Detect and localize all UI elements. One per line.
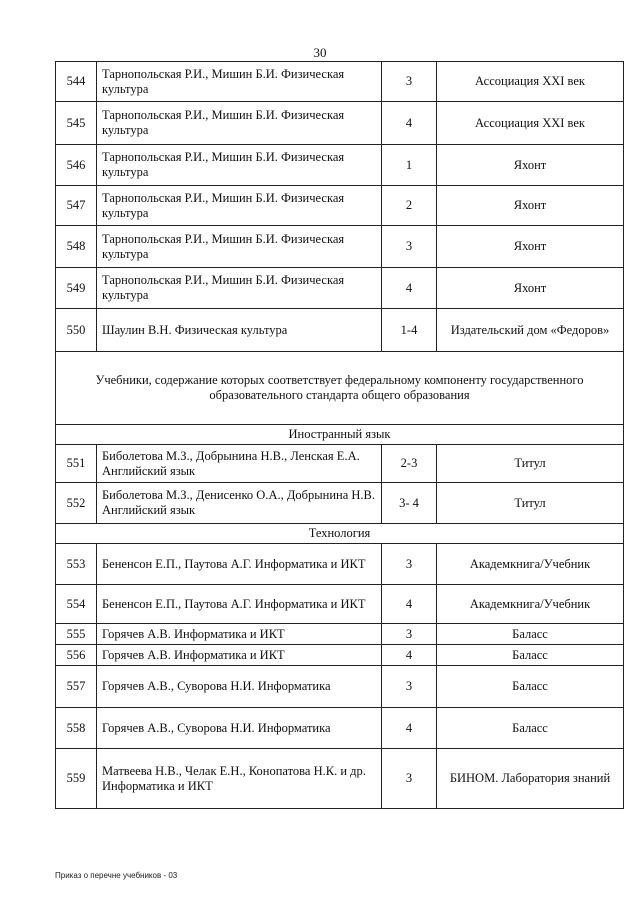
row-number: 554 [56, 585, 97, 624]
row-title: Шаулин В.Н. Физическая культура [97, 309, 382, 352]
row-grade: 3 [382, 666, 437, 708]
row-number: 551 [56, 445, 97, 483]
table-row [56, 544, 624, 585]
row-grade: 4 [382, 585, 437, 624]
table-row [56, 445, 624, 483]
table-row [56, 145, 624, 186]
subsection-row [56, 524, 624, 544]
row-publisher: Академкнига/Учебник [437, 544, 624, 585]
page-number: 30 [313, 45, 327, 60]
row-grade: 3 [382, 226, 437, 268]
table-row [56, 624, 624, 645]
row-title: Бененсон Е.П., Паутова А.Г. Информатика и ИКТ [97, 585, 382, 624]
row-grade: 3 [382, 749, 437, 809]
row-publisher: Титул [437, 445, 624, 483]
row-number: 547 [56, 186, 97, 226]
row-grade: 4 [382, 708, 437, 749]
row-grade: 2-3 [382, 445, 437, 483]
row-publisher: Издательский дом «Федоров» [437, 309, 624, 352]
row-number: 546 [56, 145, 97, 186]
row-number: 556 [56, 645, 97, 666]
table-row [56, 666, 624, 708]
table-row [56, 268, 624, 309]
table-row [56, 585, 624, 624]
row-publisher: БИНОМ. Лаборатория знаний [437, 749, 624, 809]
row-publisher: Титул [437, 483, 624, 524]
row-number: 545 [56, 102, 97, 145]
row-publisher: Баласс [437, 645, 624, 666]
row-number: 550 [56, 309, 97, 352]
row-publisher: Яхонт [437, 186, 624, 226]
row-grade: 3 [382, 62, 437, 102]
table-row [56, 708, 624, 749]
table-row [56, 186, 624, 226]
row-title: Биболетова М.З., Денисенко О.А., Добрынина Н.В. Английский язык [97, 483, 382, 524]
row-publisher: Баласс [437, 666, 624, 708]
section-heading-row [56, 352, 624, 425]
row-grade: 3 [382, 624, 437, 645]
row-number: 557 [56, 666, 97, 708]
subsection-foreign-language: Иностранный язык [56, 425, 624, 445]
row-number: 549 [56, 268, 97, 309]
row-title: Горячев А.В., Суворова Н.И. Информатика [97, 666, 382, 708]
table-row [56, 102, 624, 145]
table-row [56, 226, 624, 268]
row-grade: 4 [382, 268, 437, 309]
row-publisher: Баласс [437, 624, 624, 645]
table-row [56, 309, 624, 352]
row-publisher: Яхонт [437, 268, 624, 309]
row-title: Горячев А.В. Информатика и ИКТ [97, 624, 382, 645]
row-number: 553 [56, 544, 97, 585]
table-row [56, 749, 624, 809]
row-publisher: Яхонт [437, 226, 624, 268]
row-grade: 1-4 [382, 309, 437, 352]
section-heading: Учебники, содержание которых соответствует федеральному компоненту государственного образовательного стандарта общего образования [56, 352, 624, 425]
row-title: Тарнопольская Р.И., Мишин Б.И. Физическая культура [97, 145, 382, 186]
row-grade: 1 [382, 145, 437, 186]
row-title: Тарнопольская Р.И., Мишин Б.И. Физическая культура [97, 226, 382, 268]
row-number: 552 [56, 483, 97, 524]
subsection-technology: Технология [56, 524, 624, 544]
row-grade: 3- 4 [382, 483, 437, 524]
row-number: 555 [56, 624, 97, 645]
row-publisher: Баласс [437, 708, 624, 749]
row-number: 558 [56, 708, 97, 749]
row-publisher: Ассоциация XXI век [437, 62, 624, 102]
row-title: Бененсон Е.П., Паутова А.Г. Информатика и ИКТ [97, 544, 382, 585]
document-footer: Приказ о перечне учебников - 03 [55, 871, 178, 880]
row-title: Тарнопольская Р.И., Мишин Б.И. Физическая культура [97, 186, 382, 226]
table-row [56, 483, 624, 524]
row-number: 548 [56, 226, 97, 268]
row-title: Матвеева Н.В., Челак Е.Н., Конопатова Н.К. и др. Информатика и ИКТ [97, 749, 382, 809]
row-title: Тарнопольская Р.И., Мишин Б.И. Физическая культура [97, 102, 382, 145]
row-title: Биболетова М.З., Добрынина Н.В., Ленская Е.А. Английский язык [97, 445, 382, 483]
table-row [56, 645, 624, 666]
row-title: Горячев А.В., Суворова Н.И. Информатика [97, 708, 382, 749]
row-grade: 4 [382, 645, 437, 666]
row-grade: 3 [382, 544, 437, 585]
row-title: Тарнопольская Р.И., Мишин Б.И. Физическая культура [97, 268, 382, 309]
row-number: 544 [56, 62, 97, 102]
textbook-table [55, 61, 624, 809]
row-publisher: Ассоциация XXI век [437, 102, 624, 145]
row-publisher: Яхонт [437, 145, 624, 186]
row-grade: 2 [382, 186, 437, 226]
row-grade: 4 [382, 102, 437, 145]
row-title: Тарнопольская Р.И., Мишин Б.И. Физическая культура [97, 62, 382, 102]
row-title: Горячев А.В. Информатика и ИКТ [97, 645, 382, 666]
row-publisher: Академкнига/Учебник [437, 585, 624, 624]
row-number: 559 [56, 749, 97, 809]
subsection-row [56, 425, 624, 445]
table-row [56, 62, 624, 102]
